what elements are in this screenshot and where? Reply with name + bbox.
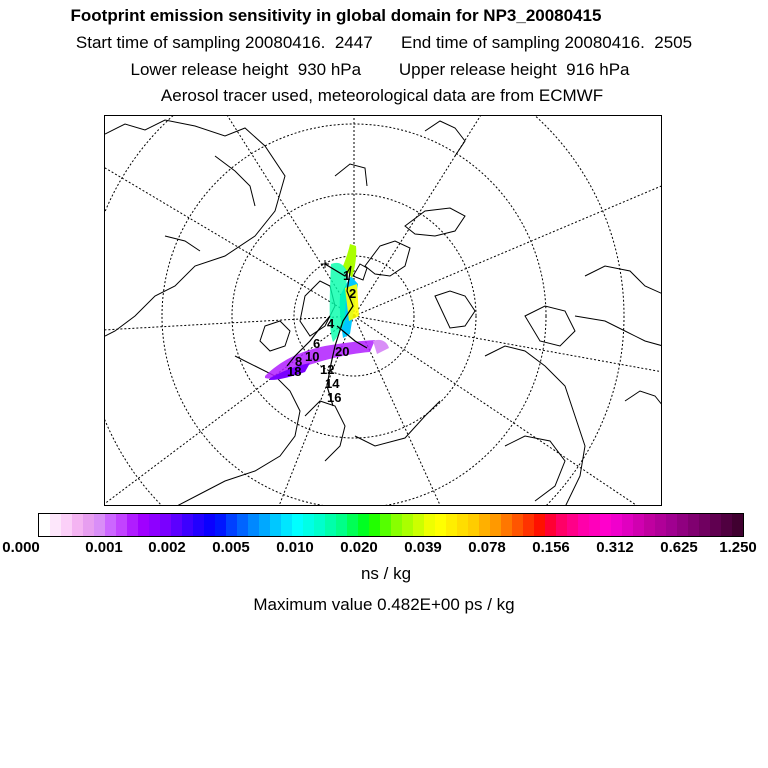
colorbar-segment	[534, 514, 545, 536]
colorbar-segment	[699, 514, 710, 536]
trajectory-label: 12	[320, 362, 335, 377]
polar-map	[105, 116, 662, 506]
colorbar-segment	[457, 514, 468, 536]
colorbar-segment	[380, 514, 391, 536]
colorbar-segment	[182, 514, 193, 536]
coastlines	[105, 120, 662, 506]
colorbar-segment	[336, 514, 347, 536]
map-title: Footprint emission sensitivity in global domain for NP3_20080415	[70, 6, 602, 25]
trajectory-label: 4	[327, 316, 335, 331]
colorbar-segment	[622, 514, 633, 536]
colorbar-segment	[50, 514, 61, 536]
colorbar-segment	[501, 514, 512, 536]
tracer-info-line: Aerosol tracer used, meteorological data are from ECMWF	[160, 86, 604, 105]
trajectory-label: 8	[295, 354, 303, 369]
colorbar-tick-label: 0.005	[212, 539, 250, 556]
colorbar-segment	[39, 514, 50, 536]
colorbar-tick-label: 0.078	[468, 539, 506, 556]
trajectory-label: 2	[349, 286, 357, 301]
colorbar-tick-label: 0.000	[2, 539, 40, 556]
colorbar-tick-label: 0.020	[340, 539, 378, 556]
trajectory-label: 14	[325, 376, 340, 391]
colorbar-segment	[138, 514, 149, 536]
colorbar-segment	[655, 514, 666, 536]
colorbar-tick-label: 0.010	[276, 539, 314, 556]
colorbar-tick-label: 0.625	[660, 539, 698, 556]
colorbar-segment	[237, 514, 248, 536]
colorbar-segment	[666, 514, 677, 536]
colorbar-segment	[633, 514, 644, 536]
colorbar-segment	[303, 514, 314, 536]
colorbar-segment	[160, 514, 171, 536]
colorbar-segment	[226, 514, 237, 536]
colorbar-segment	[424, 514, 435, 536]
colorbar-segment	[72, 514, 83, 536]
colorbar-segment	[402, 514, 413, 536]
colorbar-segment	[369, 514, 380, 536]
meridian-lines	[105, 116, 662, 506]
trajectory-label: 16	[327, 390, 342, 405]
colorbar-segment	[721, 514, 732, 536]
colorbar-segment	[523, 514, 534, 536]
colorbar-segment	[644, 514, 655, 536]
trajectory-label: 6	[313, 336, 321, 351]
colorbar-segment	[215, 514, 226, 536]
colorbar-segment	[259, 514, 270, 536]
colorbar-segment	[479, 514, 490, 536]
colorbar-segment	[556, 514, 567, 536]
colorbar-unit: ns / kg	[360, 564, 412, 583]
colorbar-segment	[61, 514, 72, 536]
colorbar-tick-label: 0.156	[532, 539, 570, 556]
colorbar-segment	[314, 514, 325, 536]
sampling-time-line: Start time of sampling 20080416. 2447 End time of sampling 20080416. 2505	[75, 33, 693, 52]
release-point-icon	[321, 260, 329, 268]
trajectory-label: 1	[343, 268, 351, 283]
colorbar-tick-label: 0.039	[404, 539, 442, 556]
colorbar-segment	[358, 514, 369, 536]
colorbar-segment	[270, 514, 281, 536]
colorbar-segment	[600, 514, 611, 536]
latitude-circles	[105, 116, 624, 506]
colorbar-segment	[127, 514, 138, 536]
trajectory-label: 10	[305, 349, 320, 364]
colorbar-segment	[578, 514, 589, 536]
colorbar-segment	[567, 514, 578, 536]
colorbar-segment	[589, 514, 600, 536]
colorbar-segment	[171, 514, 182, 536]
release-height-line: Lower release height 930 hPa Upper release height 916 hPa	[130, 60, 630, 79]
colorbar-tick-label: 1.250	[719, 539, 757, 556]
map-panel	[104, 115, 662, 506]
colorbar-segment	[677, 514, 688, 536]
colorbar-segment	[490, 514, 501, 536]
colorbar-segment	[446, 514, 457, 536]
colorbar-segment	[512, 514, 523, 536]
colorbar-segment	[204, 514, 215, 536]
colorbar-segment	[281, 514, 292, 536]
colorbar-segment	[149, 514, 160, 536]
colorbar-tick-label: 0.001	[85, 539, 123, 556]
colorbar-tick-labels	[0, 539, 768, 559]
colorbar-segment	[116, 514, 127, 536]
trajectory-label: 18	[287, 364, 302, 379]
maximum-value-label: Maximum value 0.482E+00 ps / kg	[253, 595, 515, 614]
colorbar-segment	[611, 514, 622, 536]
colorbar-segment	[435, 514, 446, 536]
colorbar-tick-label: 0.002	[148, 539, 186, 556]
colorbar-segment	[732, 514, 743, 536]
colorbar-segment	[688, 514, 699, 536]
colorbar-tick-label: 0.312	[596, 539, 634, 556]
colorbar-segment	[94, 514, 105, 536]
colorbar-segment	[83, 514, 94, 536]
colorbar-segment	[325, 514, 336, 536]
colorbar-segment	[468, 514, 479, 536]
colorbar-segment	[347, 514, 358, 536]
colorbar-segment	[248, 514, 259, 536]
colorbar	[38, 513, 744, 537]
colorbar-segment	[710, 514, 721, 536]
colorbar-segment	[545, 514, 556, 536]
colorbar-segment	[105, 514, 116, 536]
colorbar-segment	[292, 514, 303, 536]
trajectory-label: 20	[335, 344, 350, 359]
colorbar-segment	[391, 514, 402, 536]
colorbar-segment	[413, 514, 424, 536]
colorbar-segment	[193, 514, 204, 536]
